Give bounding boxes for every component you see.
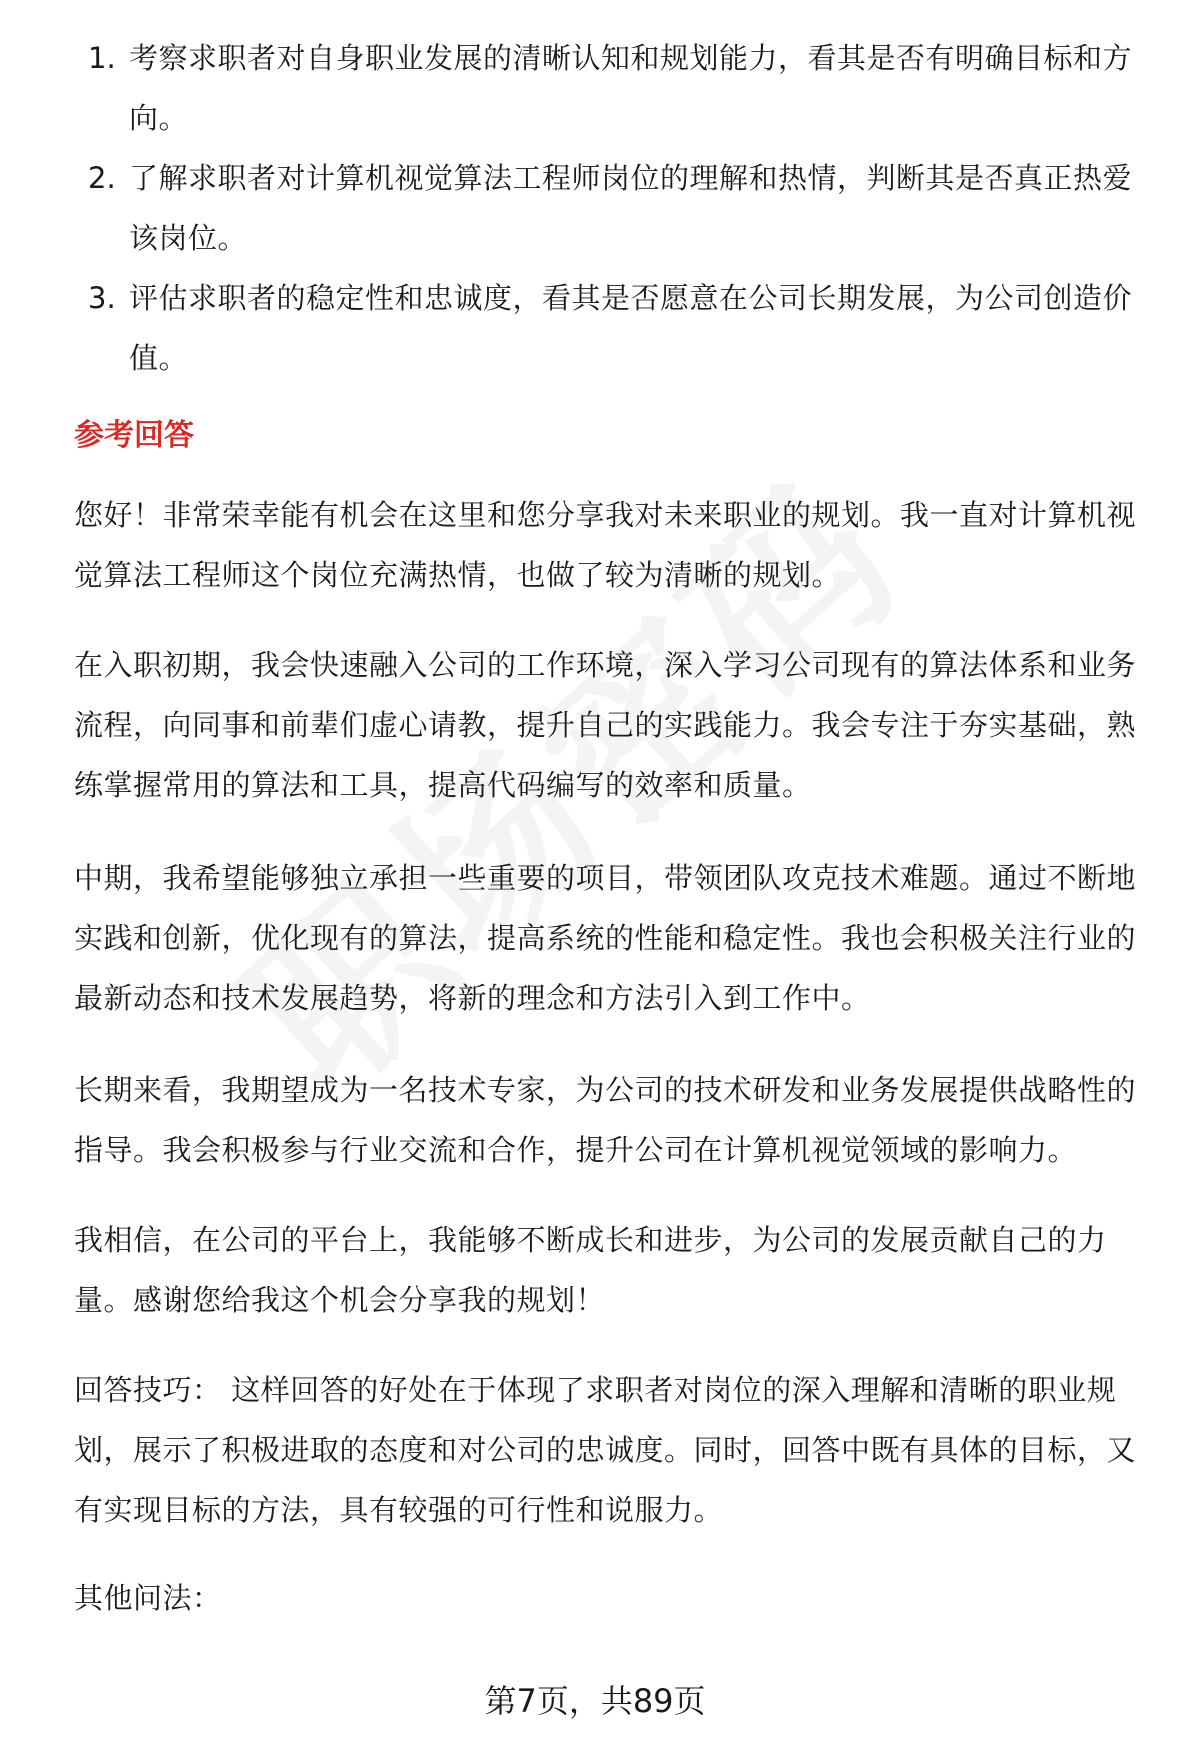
list-text: 评估求职者的稳定性和忠诚度，看其是否愿意在公司长期发展，为公司创造价值。 [129, 281, 1133, 375]
list-text: 了解求职者对计算机视觉算法工程师岗位的理解和热情，判断其是否真正热爱该岗位。 [129, 161, 1133, 255]
list-number: 3. [88, 281, 116, 315]
paragraph: 其他问法： [74, 1581, 222, 1615]
paragraph: 回答技巧： 这样回答的好处在于体现了求职者对岗位的深入理解和清晰的职业规划，展示了积极进取的态度和对公司的忠诚度。同时，回答中既有具体的目标，又有实现目标的方法，具有较强的可行性和说服力。 [74, 1373, 1137, 1527]
paragraph: 中期，我希望能够独立承担一些重要的项目，带领团队攻克技术难题。通过不断地实践和创新，优化现有的算法，提高系统的性能和稳定性。我也会积极关注行业的最新动态和技术发展趋势，将新的理念和方法引入到工作中。 [74, 861, 1137, 1015]
paragraph: 您好！非常荣幸能有机会在这里和您分享我对未来职业的规划。我一直对计算机视觉算法工程师这个岗位充满热情，也做了较为清晰的规划。 [74, 498, 1137, 592]
list-number: 2. [88, 161, 116, 195]
paragraph: 我相信，在公司的平台上，我能够不断成长和进步，为公司的发展贡献自己的力量。感谢您给我这个机会分享我的规划！ [74, 1223, 1107, 1317]
list-text: 考察求职者对自身职业发展的清晰认知和规划能力，看其是否有明确目标和方向。 [129, 41, 1133, 135]
paragraph: 长期来看，我期望成为一名技术专家，为公司的技术研发和业务发展提供战略性的指导。我会积极参与行业交流和合作，提升公司在计算机视觉领域的影响力。 [74, 1073, 1137, 1167]
list-number: 1. [88, 41, 116, 75]
page-footer: 第7页，共89页 [484, 1682, 706, 1720]
paragraph: 在入职初期，我会快速融入公司的工作环境，深入学习公司现有的算法体系和业务流程，向同事和前辈们虚心请教，提升自己的实践能力。我会专注于夯实基础，熟练掌握常用的算法和工具，提高代码编写的效率和质量。 [74, 648, 1137, 802]
section-title: 参考回答 [74, 418, 194, 453]
